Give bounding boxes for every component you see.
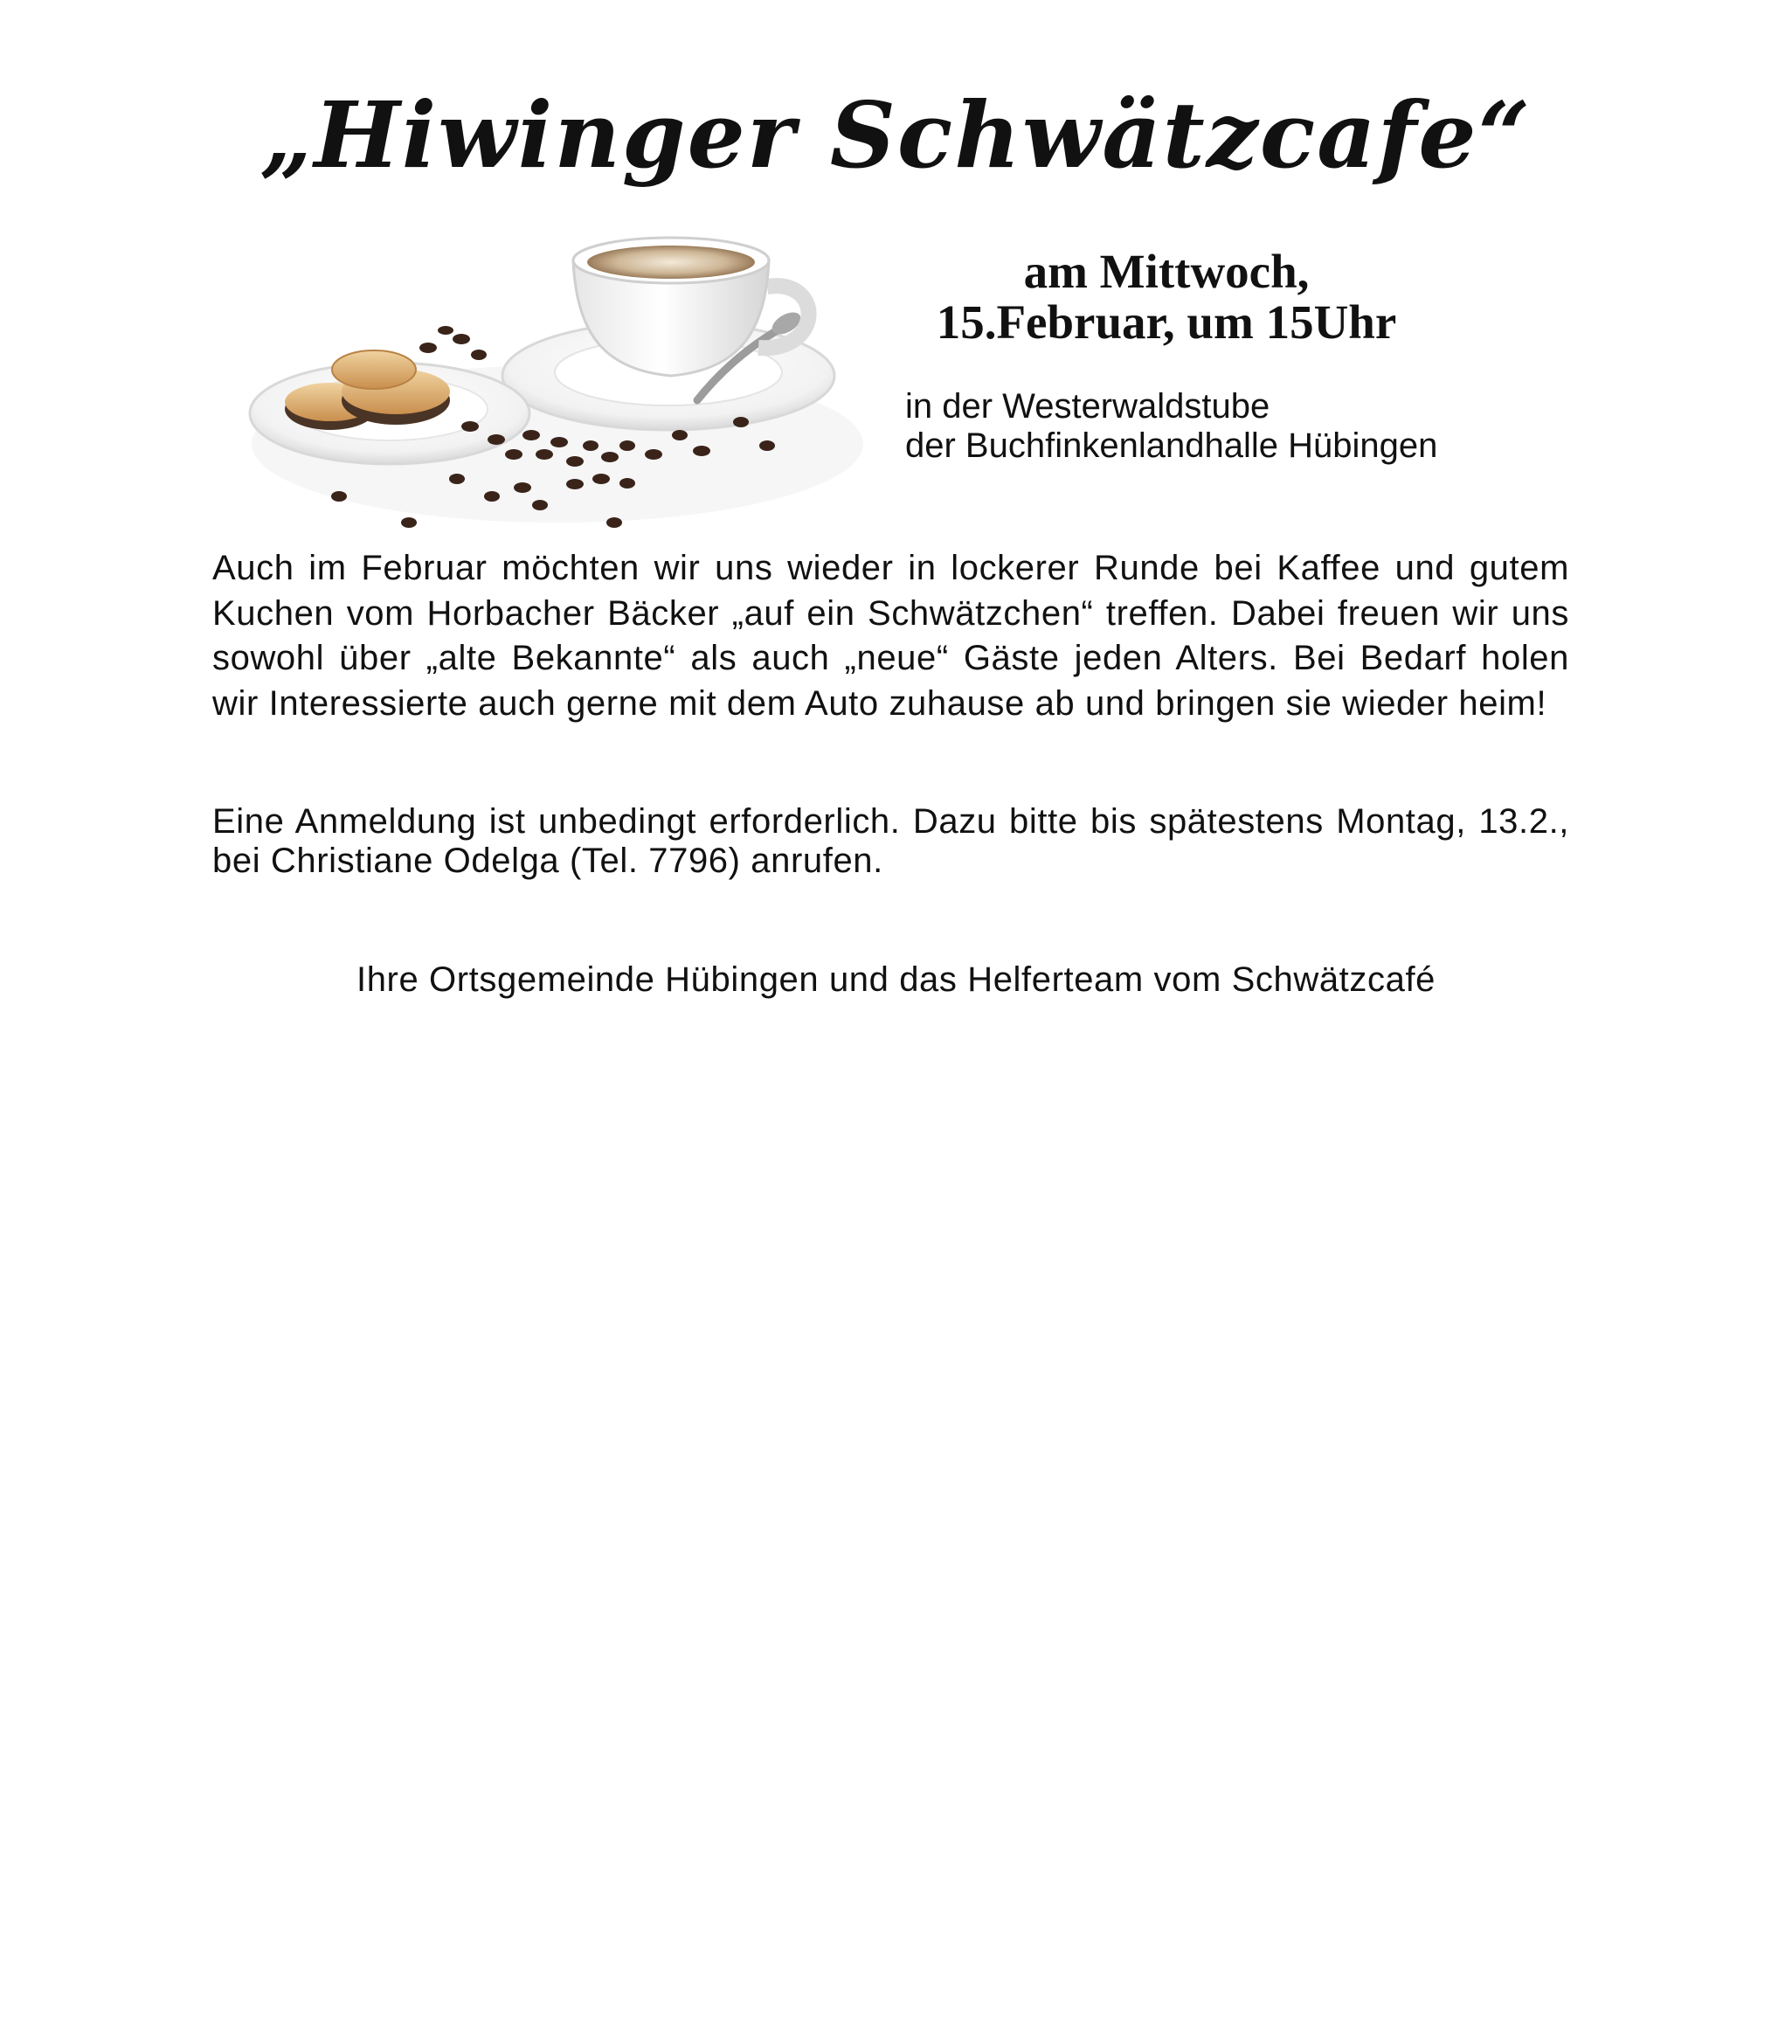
page-title: „Hiwinger Schwätzcafe“ xyxy=(259,81,1533,189)
event-day-line: am Mittwoch, xyxy=(1023,245,1310,298)
event-date-line: 15.Februar, um 15Uhr xyxy=(936,295,1397,349)
coffee-cup-icon xyxy=(243,225,872,533)
location-line-2: der Buchfinkenlandhalle Hübingen xyxy=(905,426,1438,465)
signature: Ihre Ortsgemeinde Hübingen und das Helferteam vom Schwätzcafé xyxy=(356,960,1436,999)
event-location xyxy=(905,387,1437,466)
event-date xyxy=(891,246,1442,348)
invitation-paragraph: Auch im Februar möchten wir uns wieder in lockerer Runde bei Kaffee und gutem Kuchen vom Horbacher Bäcker „auf ein Schwätzchen“ treffen. Dabei freuen wir uns sowohl über „alte Bekannte“ als auch „neue“ Gäste jeden Alters. Bei Bedarf holen wir Interessierte auch gerne mit dem Auto zuhause ab und bringen sie wieder heim! xyxy=(212,549,1569,723)
location-line-1: in der Westerwaldstube xyxy=(905,387,1270,426)
registration-paragraph: Eine Anmeldung ist unbedingt erforderlich. Dazu bitte bis spätestens Montag, 13.2., bei Christiane Odelga (Tel. 7796) anrufen. xyxy=(212,802,1569,880)
